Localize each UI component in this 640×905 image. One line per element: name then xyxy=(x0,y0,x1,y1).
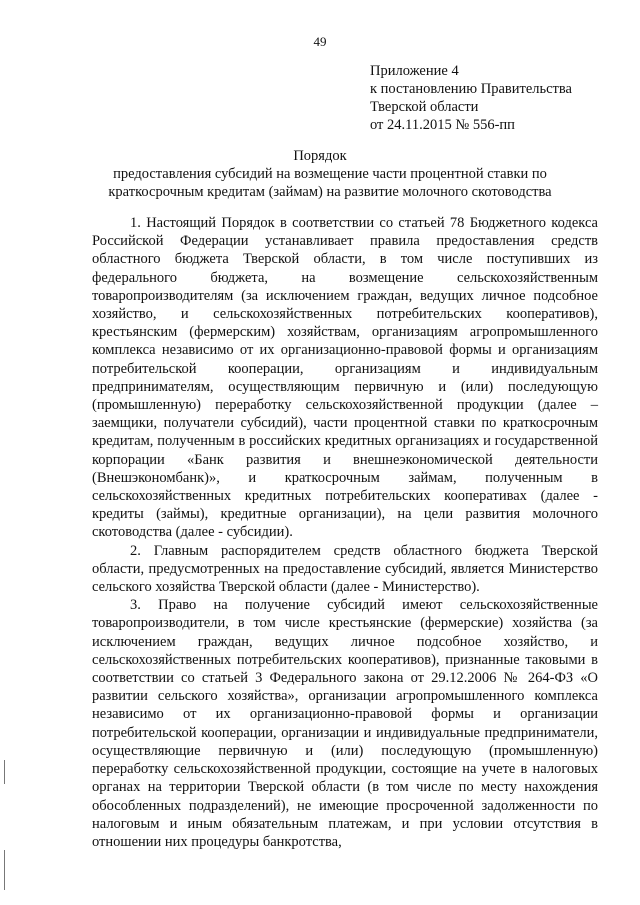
appendix-block xyxy=(370,62,572,134)
scan-edge-mark xyxy=(4,850,5,890)
document-body xyxy=(92,214,598,851)
document-subtitle: предоставления субсидий на возмещение части процентной ставки по краткосрочным кредитам (займам) на развитие молочного скотоводства xyxy=(108,166,552,200)
appendix-line: Приложение 4 xyxy=(370,63,459,79)
paragraph: 1. Настоящий Порядок в соответствии со статьей 78 Бюджетного кодекса Российской Федерации устанавливает правила предоставления средств областного бюджета Тверской области, в том числе поступивших из федерального бюджета, на возмещение сельскохозяйственным товаропроизводителям (за исключением граждан, ведущих личное подсобное хозяйство, и сельскохозяйственных потребительских кооперативов), крестьянским (фермерским) хозяйствам, организациям агропромышленного комплекса независимо от их организационно-правовой формы и организациям потребительской кооперации, организациям и индивидуальным предпринимателям, осуществляющим первичную и (или) последующую (промышленную) переработку сельскохозяйственной продукции (далее – заемщики, получатели субсидий), части процентной ставки по краткосрочным кредитам, полученным в российских кредитных организациях и государственной корпорации «Банк развития и внешнеэкономической деятельности (Внешэкономбанк)», и краткосрочным займам, полученным в сельскохозяйственных кредитных потребительских кооперативах (далее - кредиты (займы), кредитные организации), на цели развития молочного скотоводства (далее - субсидии). xyxy=(92,215,598,541)
paragraph: 2. Главным распорядителем средств областного бюджета Тверской области, предусмотренных на предоставление субсидий, является Министерство сельского хозяйства Тверской области (далее - Министерство). xyxy=(92,542,598,596)
paragraph: 3. Право на получение субсидий имеют сельскохозяйственные товаропроизводители, в том числе крестьянские (фермерские) хозяйства (за исключением граждан, ведущих личное подсобное хозяйство, и сельскохозяйственных потребительских кооперативов), признанные таковыми в соответствии со статьей 3 Федерального закона от 29.12.2006 № 264-ФЗ «О развитии сельского хозяйства», организации агропромышленного комплекса независимо от их организационно-правовой формы и организации потребительской кооперации, организации и индивидуальные предприниматели, осуществляющие первичную и (или) последующую (промышленную) переработку сельскохозяйственной продукции, состоящие на учете в налоговых органах на территории Тверской области (в том числе по месту нахождения обособленных подразделений), не имеющие просроченной задолженности по налоговым и иным обязательным платежам, и при условии отсутствия в отношении них процедуры банкротства, xyxy=(92,597,598,850)
appendix-line: Тверской области xyxy=(370,99,479,115)
appendix-line: к постановлению Правительства xyxy=(370,81,572,97)
appendix-line: от 24.11.2015 № 556-пп xyxy=(370,117,515,133)
document-title: Порядок xyxy=(293,148,347,164)
page-number: 49 xyxy=(313,34,327,49)
scan-edge-mark xyxy=(4,760,5,784)
